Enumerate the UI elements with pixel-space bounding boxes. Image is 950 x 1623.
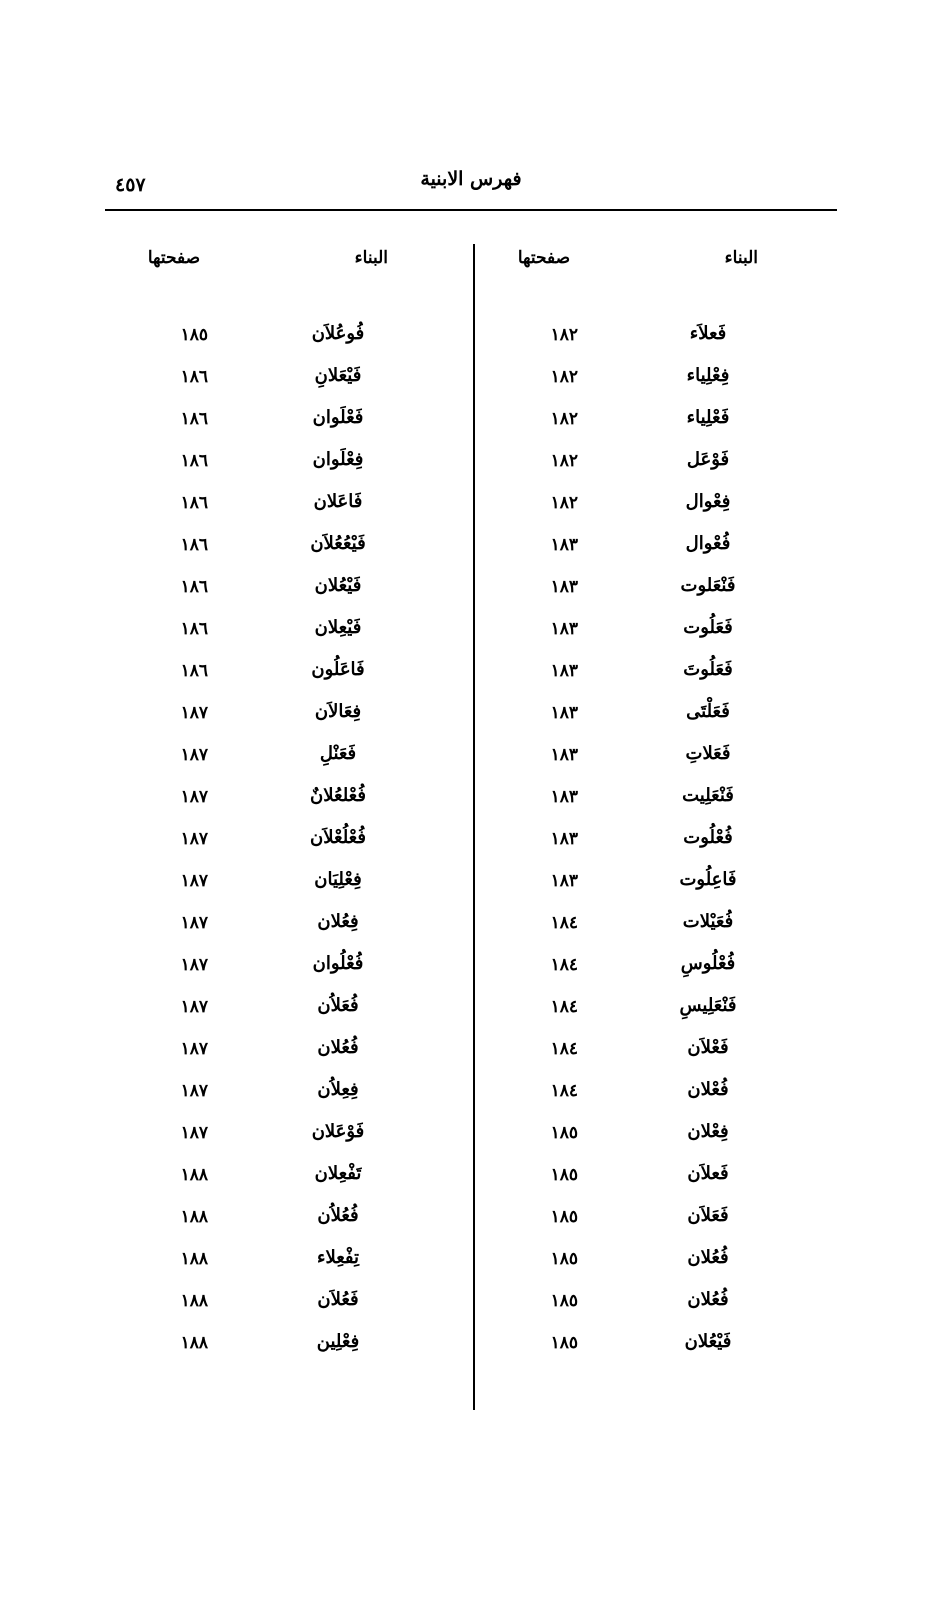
index-row [488,1201,788,1243]
pattern-entry: فَاعَلُون [311,659,365,680]
page-reference: ١٨٣ [550,703,578,723]
page-reference: ١٨٣ [550,745,578,765]
pattern-entry: فِعْلِيَان [314,869,362,890]
page-reference: ١٨٤ [550,955,578,975]
page-reference: ١٨٣ [550,871,578,891]
pattern-entry: فِعَالاَن [314,701,362,722]
page-reference: ١٨٣ [550,535,578,555]
page-reference: ١٨٧ [180,871,208,891]
pattern-entry: فُعُلان [687,1289,729,1310]
pattern-entry: فُعْلُوان [312,953,364,974]
pattern-entry: فُعْلُعْلاَن [310,827,366,848]
page-number: ٤٥٧ [115,174,146,196]
column-header-row [118,248,418,288]
index-row [488,991,788,1033]
pattern-entry: فُعَلاُن [317,995,359,1016]
page-reference: ١٨٧ [180,997,208,1017]
index-row [118,613,418,655]
pattern-entry: فِعْلِين [316,1331,360,1352]
page-reference: ١٨٦ [180,661,208,681]
index-row [118,487,418,529]
page-reference: ١٨٦ [180,619,208,639]
pattern-entry: فَعْلِياء [686,407,730,428]
page-reference: ١٨٢ [550,493,578,513]
index-row [488,487,788,529]
page-reference: ١٨٢ [550,325,578,345]
page-reference: ١٨٢ [550,451,578,471]
page-reference: ١٨٧ [180,1039,208,1059]
page-header-label: صفحتها [517,248,570,268]
pattern-entry: فَعَلُوت [683,617,733,638]
pattern-entry: فُوعُلاَن [311,323,365,344]
page-reference: ١٨٥ [550,1207,578,1227]
index-row [118,445,418,487]
pattern-entry: فُعَيْلات [682,911,734,932]
header-rule [105,209,837,211]
page-reference: ١٨٧ [180,1123,208,1143]
pattern-header: البناء [354,248,388,268]
left-column [118,248,418,1369]
pattern-entry: فِعْلَوان [312,449,364,470]
index-row [118,1159,418,1201]
index-row [118,697,418,739]
pattern-entry: فَنْعَلِيت [682,785,734,806]
pattern-entry: فِعِلاُن [317,1079,359,1100]
page-header-label: صفحتها [147,248,200,268]
page-reference: ١٨٤ [550,1081,578,1101]
page-reference: ١٨٥ [550,1291,578,1311]
pattern-entry: فَعلاَن [687,1163,729,1184]
index-row [488,949,788,991]
pattern-entry: فُعُلاُن [317,1205,359,1226]
index-row [488,1285,788,1327]
index-row [118,655,418,697]
pattern-entry: فَعَلْتَى [686,701,730,722]
index-row [118,949,418,991]
index-row [488,445,788,487]
page-reference: ١٨٨ [180,1333,208,1353]
index-row [118,865,418,907]
column-header-row [488,248,788,288]
page-reference: ١٨٥ [550,1123,578,1143]
index-row [118,991,418,1033]
page-reference: ١٨٧ [180,955,208,975]
pattern-entry: تِفْعِلاء [316,1247,359,1268]
right-column [488,248,788,1369]
pattern-entry: فَعُلاَن [317,1289,359,1310]
page-reference: ١٨٥ [550,1165,578,1185]
page-reference: ١٨٦ [180,535,208,555]
page-reference: ١٨٨ [180,1165,208,1185]
index-row [118,907,418,949]
pattern-entry: فُعْلُوت [683,827,733,848]
pattern-entry: فَعْلَوان [312,407,364,428]
pattern-entry: فُعْوال [685,533,731,554]
index-row [118,1201,418,1243]
index-row [488,781,788,823]
page-reference: ١٨٣ [550,661,578,681]
index-row [118,1033,418,1075]
index-row [488,571,788,613]
pattern-entry: فَعَلاَن [687,1205,729,1226]
page-reference: ١٨٧ [180,1081,208,1101]
pattern-entry: فَوْعَلان [311,1121,365,1142]
page-reference: ١٨٣ [550,829,578,849]
pattern-entry: فُعْلعُلانٌ [310,785,366,806]
index-row [118,571,418,613]
page-reference: ١٨٦ [180,577,208,597]
page-header [105,160,837,200]
index-row [488,907,788,949]
pattern-entry: تَفْعِلان [314,1163,362,1184]
index-row [488,655,788,697]
index-row [118,781,418,823]
index-row [488,1033,788,1075]
pattern-entry: فَعلاَء [689,323,727,344]
page-reference: ١٨٥ [550,1333,578,1353]
index-row [488,1243,788,1285]
pattern-entry: فَاعِلُوت [679,869,737,890]
index-row [488,865,788,907]
page-reference: ١٨٣ [550,787,578,807]
pattern-entry: فُعْلان [687,1079,729,1100]
index-row [118,1117,418,1159]
pattern-entry: فَنْعَلوت [680,575,736,596]
pattern-entry: فِعْلِياء [686,365,730,386]
pattern-entry: فَاعَلان [313,491,363,512]
index-row [488,823,788,865]
index-row [488,739,788,781]
pattern-entry: فُعُلان [317,1037,359,1058]
index-row [488,1117,788,1159]
index-row [118,1285,418,1327]
left-rows [118,319,418,1369]
index-row [488,403,788,445]
page-reference: ١٨٢ [550,409,578,429]
pattern-entry: فَعْلاَن [687,1037,729,1058]
index-row [488,319,788,361]
page-reference: ١٨٧ [180,829,208,849]
page-reference: ١٨٨ [180,1249,208,1269]
page-reference: ١٨٦ [180,451,208,471]
running-title: فهرس الابنية [420,168,522,190]
pattern-entry: فِعُلان [317,911,359,932]
pattern-entry: فَعَلاتِ [685,743,731,764]
pattern-entry: فَيْعُلان [684,1331,732,1352]
page-reference: ١٨٤ [550,997,578,1017]
page-reference: ١٨٧ [180,703,208,723]
page-reference: ١٨٦ [180,493,208,513]
pattern-entry: فَعَنْلِ [319,743,357,764]
right-rows [488,319,788,1369]
page-reference: ١٨٨ [180,1291,208,1311]
page-reference: ١٨٧ [180,745,208,765]
index-row [118,403,418,445]
index-row [488,1327,788,1369]
column-divider [473,244,475,1410]
index-row [118,823,418,865]
pattern-header: البناء [724,248,758,268]
pattern-entry: فَيْعُعُلاَن [310,533,366,554]
page-reference: ١٨٧ [180,787,208,807]
index-row [118,1327,418,1369]
index-row [488,361,788,403]
page-reference: ١٨٤ [550,1039,578,1059]
pattern-entry: فَيْعِلان [314,617,362,638]
index-row [118,319,418,361]
index-row [488,1075,788,1117]
pattern-entry: فَوْعَل [686,449,730,470]
page-reference: ١٨٨ [180,1207,208,1227]
page-reference: ١٨٥ [180,325,208,345]
page-reference: ١٨٧ [180,913,208,933]
index-row [118,1075,418,1117]
page-reference: ١٨٣ [550,577,578,597]
pattern-entry: فَيْعَلانِ [314,365,362,386]
index-row [488,697,788,739]
pattern-entry: فُعُلان [687,1247,729,1268]
pattern-entry: فِعْوال [685,491,731,512]
pattern-entry: فَيْعُلان [314,575,362,596]
page-reference: ١٨٦ [180,409,208,429]
page-reference: ١٨٤ [550,913,578,933]
index-row [488,529,788,571]
page-reference: ١٨٢ [550,367,578,387]
pattern-entry: فِعْلان [687,1121,729,1142]
page-reference: ١٨٦ [180,367,208,387]
index-row [488,613,788,655]
page-reference: ١٨٥ [550,1249,578,1269]
pattern-entry: فُعْلُوسِ [680,953,736,974]
index-row [118,529,418,571]
index-row [118,1243,418,1285]
pattern-entry: فَنْعَلِيسِ [679,995,737,1016]
index-row [118,361,418,403]
index-row [118,739,418,781]
index-row [488,1159,788,1201]
page-reference: ١٨٣ [550,619,578,639]
pattern-entry: فَعَلُوتَ [683,659,733,680]
